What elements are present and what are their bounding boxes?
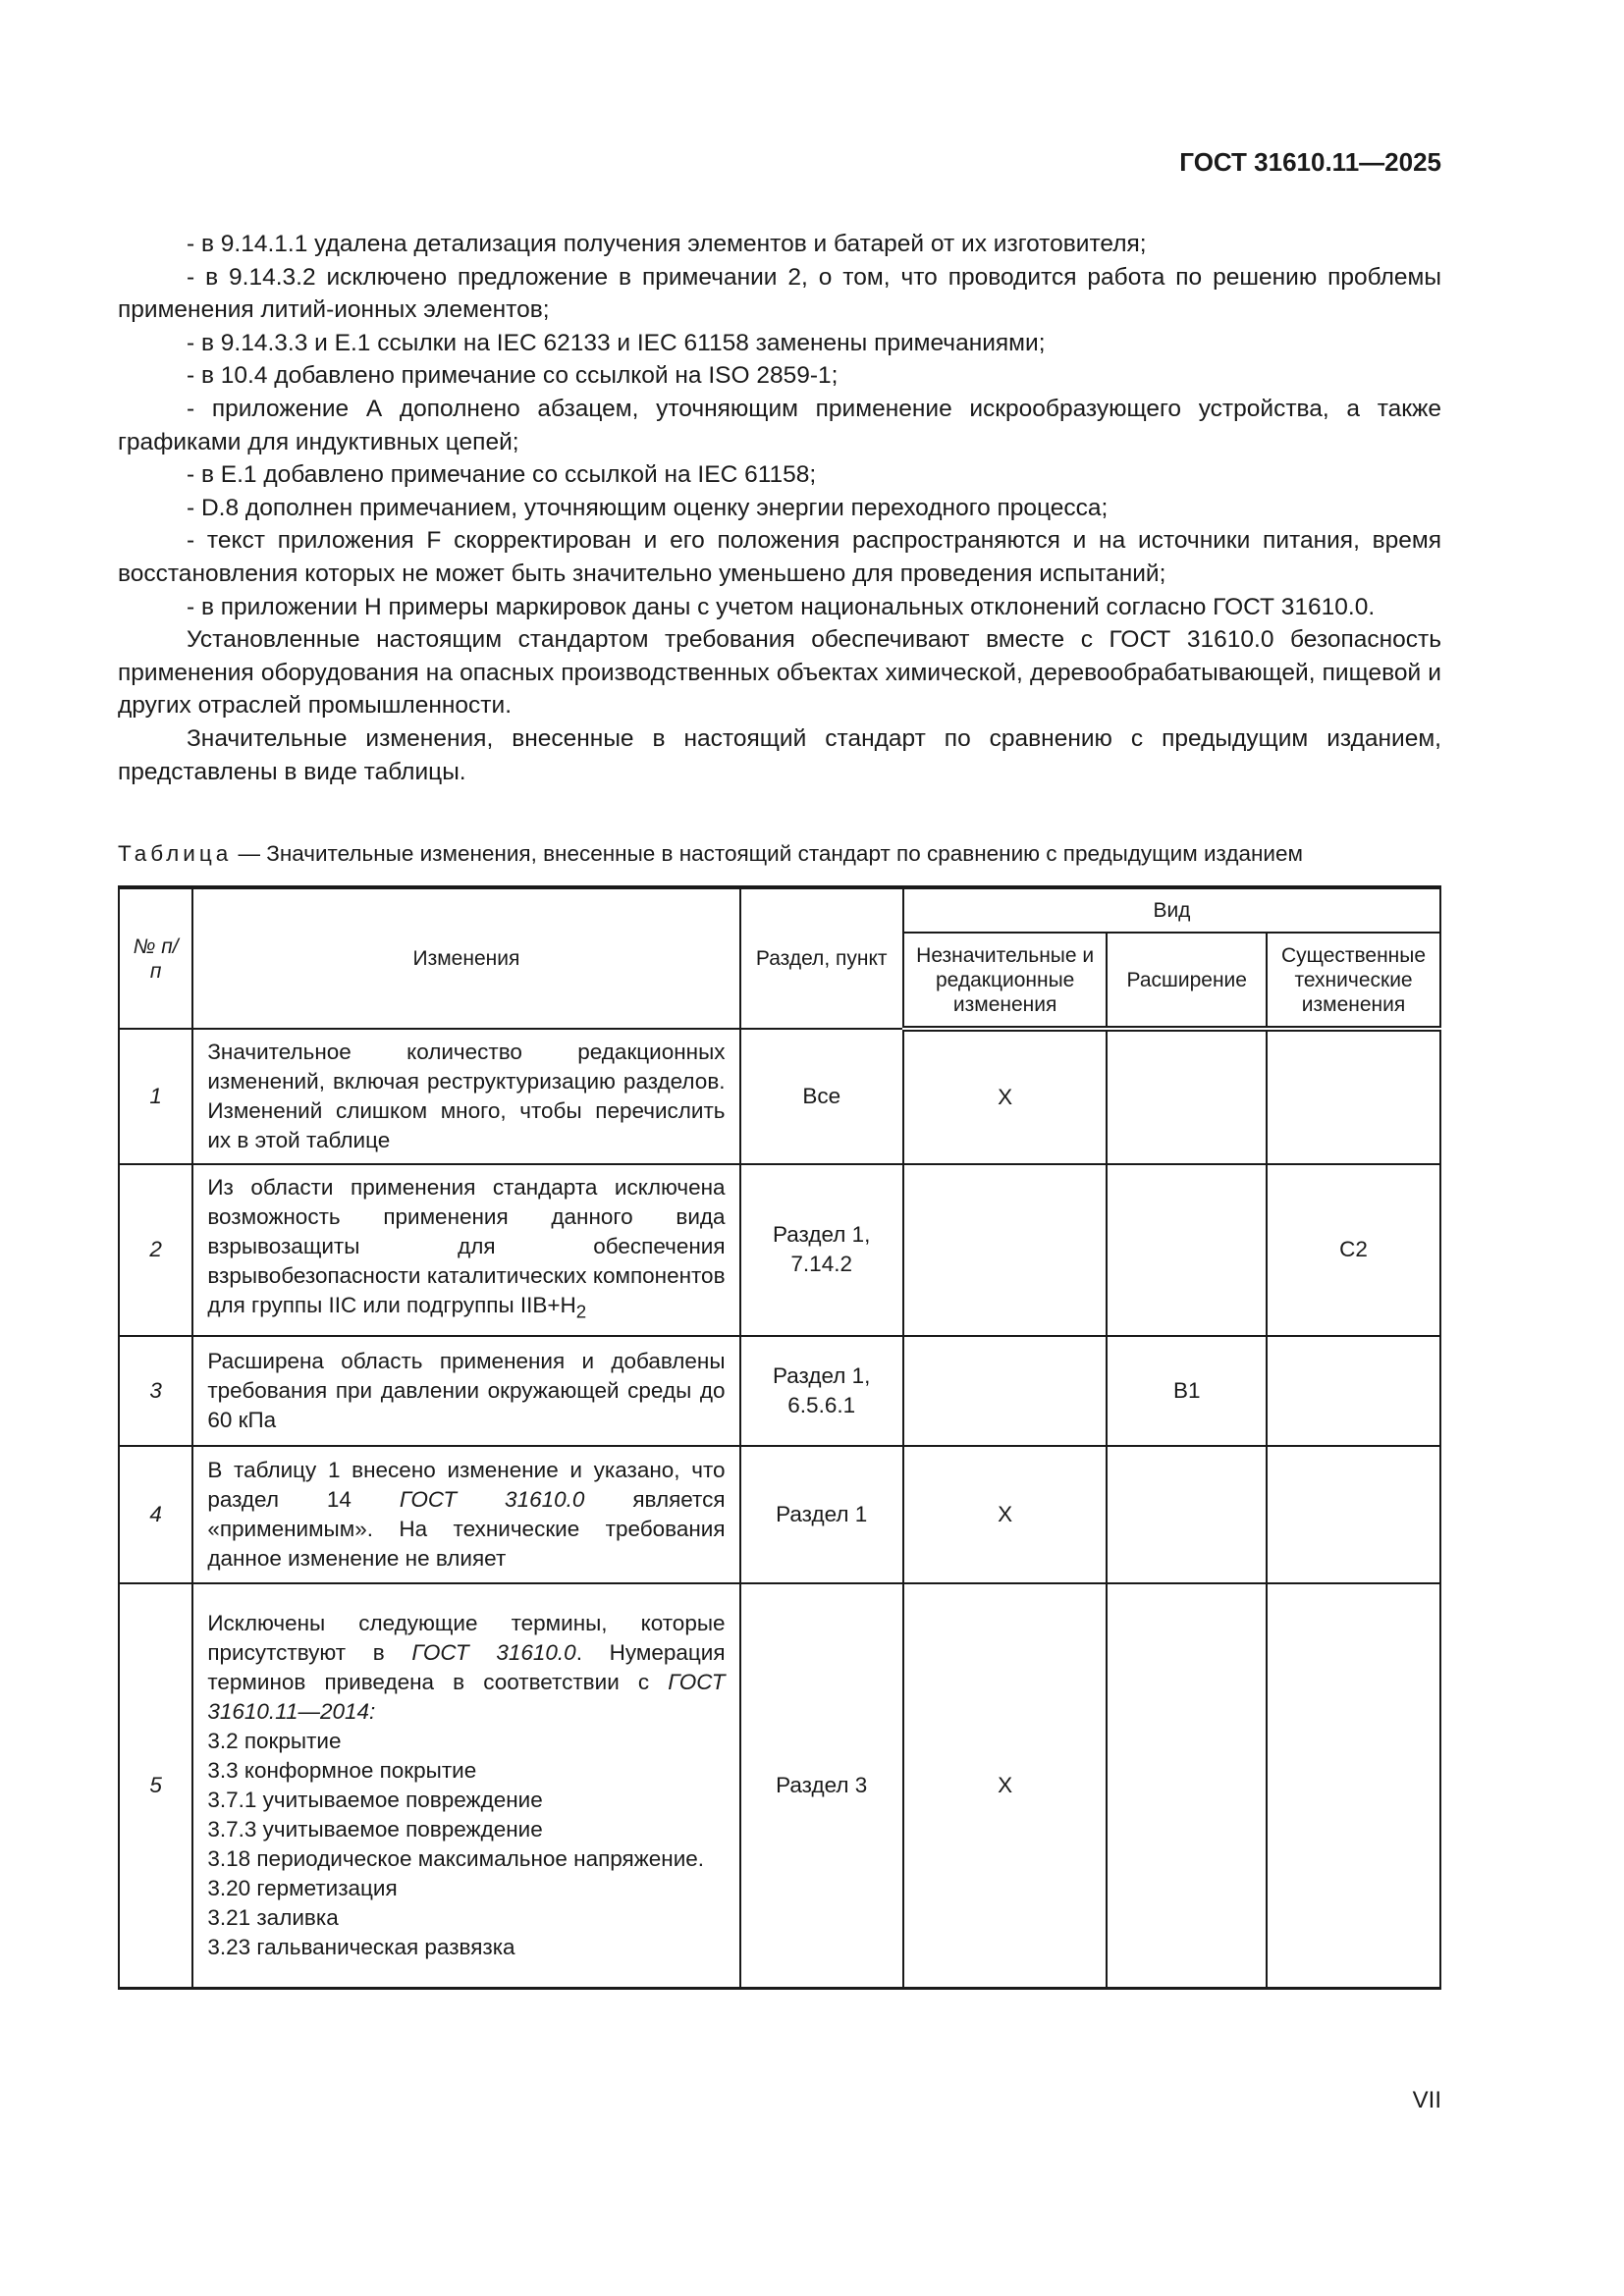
term-item: 3.7.3 учитываемое повреждение [207, 1816, 543, 1842]
standard-ref: ГОСТ 31610.0 [411, 1639, 576, 1665]
row-minor: X [903, 1583, 1108, 1989]
text-part: Исключены следующие термины, которые присутствуют в [207, 1610, 726, 1665]
row-extension [1107, 1583, 1267, 1989]
row-section: Раздел 1, 7.14.2 [740, 1164, 903, 1336]
text-part: . Нумерация терминов приведена в соответствии с [207, 1639, 726, 1694]
row-technical [1267, 1583, 1440, 1989]
row-num: 1 [119, 1029, 192, 1164]
header-num: № п/п [119, 887, 192, 1029]
row-num: 4 [119, 1446, 192, 1583]
paragraph: Значительные изменения, внесенные в настоящий стандарт по сравнению с предыдущим изданием, представлены в виде таблицы. [118, 724, 1441, 785]
row-num: 2 [119, 1164, 192, 1336]
row-section: Раздел 3 [740, 1583, 903, 1989]
term-item: 3.21 заливка [207, 1904, 339, 1930]
list-item: - в 9.14.3.2 исключено предложение в примечании 2, о том, что проводится работа по решению проблемы применения литий-ионных элементов; [118, 263, 1441, 324]
row-technical [1267, 1446, 1440, 1583]
term-item: 3.3 конформное покрытие [207, 1757, 477, 1783]
list-item: - в 9.14.3.3 и Е.1 ссылки на IEC 62133 и IEC 61158 заменены примечаниями; [187, 329, 1046, 356]
row-technical [1267, 1336, 1440, 1446]
row-change [192, 1583, 739, 1989]
row-extension [1107, 1446, 1267, 1583]
table-row [119, 1336, 1440, 1446]
row-section: Раздел 1 [740, 1446, 903, 1583]
table-row [119, 1583, 1440, 1989]
row-change: Расширена область применения и добавлены требования при давлении окружающей среды до 60 кПа [192, 1336, 739, 1446]
list-item: - в приложении Н примеры маркировок даны с учетом национальных отклонений согласно ГОСТ 31610.0. [187, 593, 1376, 620]
row-num: 3 [119, 1336, 192, 1446]
body-text [118, 228, 1441, 788]
text-part: В таблицу 1 внесено изменение и указано, что раздел 14 [207, 1457, 726, 1512]
list-item: - приложение А дополнено абзацем, уточняющим применение искрообразующего устройства, а также графиками для индуктивных цепей; [118, 395, 1441, 455]
row-change-text: Из области применения стандарта исключена возможность применения данного вида взрывозащиты для обеспечения взрывобезопасности каталитических компонентов для группы IIC или подгруппы IIB+H [207, 1175, 726, 1317]
row-technical: C2 [1267, 1164, 1440, 1336]
header-section: Раздел, пункт [740, 887, 903, 1029]
table-row [119, 1164, 1440, 1336]
table-row [119, 1029, 1440, 1164]
standard-ref: ГОСТ 31610.11—2014: [207, 1669, 726, 1724]
term-item: 3.2 покрытие [207, 1728, 342, 1753]
row-num: 5 [119, 1583, 192, 1989]
paragraph: Установленные настоящим стандартом требования обеспечивают вместе с ГОСТ 31610.0 безопасность применения оборудования на опасных производственных объектах химической, деревообрабатывающей, пищевой и других отраслей промышленности. [118, 626, 1441, 720]
header-changes: Изменения [192, 887, 739, 1029]
caption-prefix: Таблица [118, 841, 233, 866]
changes-table [118, 885, 1441, 1990]
header-minor: Незначительные и редакционные изменения [903, 933, 1108, 1029]
term-item: 3.18 периодическое максимальное напряжение. [207, 1845, 705, 1871]
list-item: - в 9.14.1.1 удалена детализация получения элементов и батарей от их изготовителя; [187, 231, 1147, 257]
row-section: Все [740, 1029, 903, 1164]
subscript: 2 [575, 1301, 587, 1322]
row-minor [903, 1164, 1108, 1336]
list-item: - D.8 дополнен примечанием, уточняющим оценку энергии переходного процесса; [187, 494, 1109, 521]
row-minor: X [903, 1446, 1108, 1583]
list-item: - в 10.4 добавлено примечание со ссылкой на ISO 2859-1; [187, 362, 839, 390]
row-minor [903, 1336, 1108, 1446]
header-type: Вид [903, 887, 1440, 933]
table-row [119, 1446, 1440, 1583]
row-section: Раздел 1, 6.5.6.1 [740, 1336, 903, 1446]
row-extension: B1 [1107, 1336, 1267, 1446]
term-item: 3.7.1 учитываемое повреждение [207, 1787, 543, 1812]
standard-ref: ГОСТ 31610.0 [399, 1486, 585, 1512]
caption-text: — Значительные изменения, внесенные в настоящий стандарт по сравнению с предыдущим изданием [232, 841, 1303, 866]
row-change [192, 1446, 739, 1583]
row-technical [1267, 1029, 1440, 1164]
list-item: - в Е.1 добавлено примечание со ссылкой на IEC 61158; [187, 461, 817, 489]
term-item: 3.20 герметизация [207, 1875, 398, 1900]
row-extension [1107, 1029, 1267, 1164]
row-extension [1107, 1164, 1267, 1336]
table-caption [118, 841, 1443, 867]
row-change: Значительное количество редакционных изменений, включая реструктуризацию разделов. Изменений слишком много, чтобы перечислить их в этой таблице [192, 1029, 739, 1164]
list-item: - текст приложения F скорректирован и его положения распространяются и на источники питания, время восстановления которых не может быть значительно уменьшено для проведения испытаний; [118, 527, 1441, 587]
header-extension: Расширение [1107, 933, 1267, 1029]
header-technical: Существенные технические изменения [1267, 933, 1440, 1029]
row-change [192, 1164, 739, 1336]
text-part: является «применимым». На технические требования данное изменение не влияет [207, 1486, 726, 1571]
term-item: 3.23 гальваническая развязка [207, 1934, 515, 1959]
document-code: ГОСТ 31610.11—2025 [1179, 147, 1441, 177]
row-minor: X [903, 1029, 1108, 1164]
page-number: VII [1412, 2087, 1441, 2113]
